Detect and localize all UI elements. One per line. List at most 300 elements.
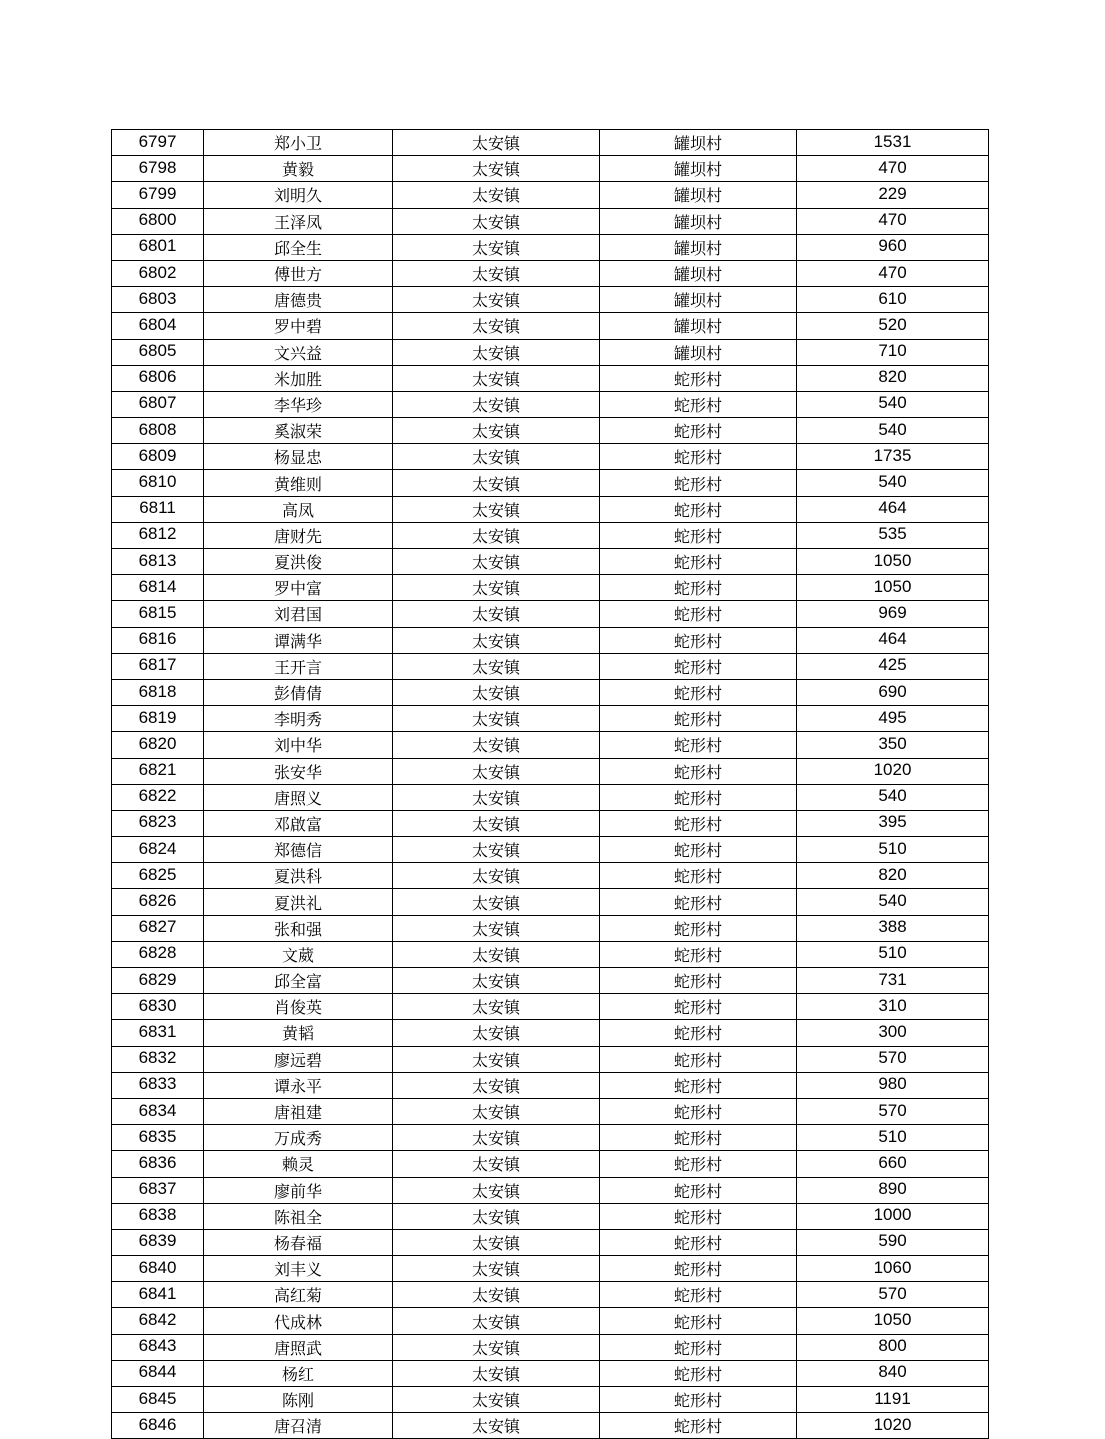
cell-amount: 840 (797, 1360, 989, 1386)
cell-town: 太安镇 (393, 941, 600, 967)
cell-id: 6819 (112, 706, 204, 732)
cell-amount: 570 (797, 1098, 989, 1124)
cell-name: 罗中碧 (204, 313, 393, 339)
cell-amount: 980 (797, 1072, 989, 1098)
cell-village: 蛇形村 (600, 601, 797, 627)
cell-id: 6799 (112, 182, 204, 208)
cell-town: 太安镇 (393, 706, 600, 732)
table-row (112, 1256, 989, 1282)
cell-name: 唐财先 (204, 522, 393, 548)
cell-town: 太安镇 (393, 156, 600, 182)
cell-name: 刘明久 (204, 182, 393, 208)
cell-town: 太安镇 (393, 1203, 600, 1229)
cell-name: 谭满华 (204, 627, 393, 653)
cell-name: 黄韬 (204, 1020, 393, 1046)
cell-amount: 470 (797, 260, 989, 286)
table-row (112, 1413, 989, 1439)
cell-name: 唐祖建 (204, 1098, 393, 1124)
cell-id: 6823 (112, 810, 204, 836)
table-row (112, 889, 989, 915)
cell-town: 太安镇 (393, 418, 600, 444)
table-row (112, 1282, 989, 1308)
cell-village: 蛇形村 (600, 1387, 797, 1413)
cell-village: 蛇形村 (600, 863, 797, 889)
cell-id: 6830 (112, 994, 204, 1020)
table-row (112, 234, 989, 260)
cell-town: 太安镇 (393, 260, 600, 286)
cell-amount: 1000 (797, 1203, 989, 1229)
cell-name: 王泽凤 (204, 208, 393, 234)
cell-id: 6845 (112, 1387, 204, 1413)
cell-amount: 540 (797, 784, 989, 810)
cell-amount: 570 (797, 1282, 989, 1308)
table-row (112, 863, 989, 889)
table-row (112, 365, 989, 391)
cell-name: 罗中富 (204, 575, 393, 601)
cell-name: 文兴益 (204, 339, 393, 365)
cell-village: 蛇形村 (600, 679, 797, 705)
table-row (112, 941, 989, 967)
cell-town: 太安镇 (393, 810, 600, 836)
table-row (112, 653, 989, 679)
cell-village: 蛇形村 (600, 837, 797, 863)
cell-id: 6816 (112, 627, 204, 653)
cell-village: 罐坝村 (600, 156, 797, 182)
cell-id: 6801 (112, 234, 204, 260)
table-body (112, 130, 989, 1439)
table-row (112, 994, 989, 1020)
cell-village: 蛇形村 (600, 1046, 797, 1072)
table-row (112, 758, 989, 784)
cell-name: 邱全生 (204, 234, 393, 260)
cell-name: 王开言 (204, 653, 393, 679)
cell-amount: 464 (797, 627, 989, 653)
cell-village: 蛇形村 (600, 994, 797, 1020)
cell-village: 罐坝村 (600, 339, 797, 365)
cell-village: 蛇形村 (600, 549, 797, 575)
cell-name: 李明秀 (204, 706, 393, 732)
cell-amount: 890 (797, 1177, 989, 1203)
cell-village: 蛇形村 (600, 889, 797, 915)
cell-id: 6806 (112, 365, 204, 391)
cell-town: 太安镇 (393, 549, 600, 575)
cell-amount: 395 (797, 810, 989, 836)
table-row (112, 1308, 989, 1334)
table-row (112, 575, 989, 601)
cell-town: 太安镇 (393, 391, 600, 417)
table-row (112, 496, 989, 522)
cell-town: 太安镇 (393, 496, 600, 522)
cell-id: 6809 (112, 444, 204, 470)
cell-amount: 535 (797, 522, 989, 548)
cell-town: 太安镇 (393, 365, 600, 391)
cell-amount: 310 (797, 994, 989, 1020)
cell-village: 蛇形村 (600, 758, 797, 784)
cell-id: 6840 (112, 1256, 204, 1282)
cell-town: 太安镇 (393, 1387, 600, 1413)
cell-village: 蛇形村 (600, 418, 797, 444)
cell-amount: 540 (797, 889, 989, 915)
cell-name: 米加胜 (204, 365, 393, 391)
cell-name: 廖前华 (204, 1177, 393, 1203)
cell-village: 蛇形村 (600, 915, 797, 941)
cell-name: 刘君国 (204, 601, 393, 627)
cell-town: 太安镇 (393, 1151, 600, 1177)
cell-name: 万成秀 (204, 1125, 393, 1151)
cell-id: 6832 (112, 1046, 204, 1072)
cell-amount: 510 (797, 837, 989, 863)
cell-village: 蛇形村 (600, 1177, 797, 1203)
cell-id: 6810 (112, 470, 204, 496)
cell-id: 6837 (112, 1177, 204, 1203)
table-row (112, 627, 989, 653)
cell-town: 太安镇 (393, 575, 600, 601)
cell-town: 太安镇 (393, 679, 600, 705)
cell-id: 6835 (112, 1125, 204, 1151)
cell-amount: 1020 (797, 1413, 989, 1439)
cell-amount: 1050 (797, 549, 989, 575)
table-row (112, 287, 989, 313)
cell-town: 太安镇 (393, 444, 600, 470)
cell-name: 肖俊英 (204, 994, 393, 1020)
cell-town: 太安镇 (393, 130, 600, 156)
cell-name: 谭永平 (204, 1072, 393, 1098)
cell-amount: 610 (797, 287, 989, 313)
table-row (112, 1177, 989, 1203)
cell-town: 太安镇 (393, 1256, 600, 1282)
cell-name: 郑德信 (204, 837, 393, 863)
cell-name: 高凤 (204, 496, 393, 522)
cell-name: 李华珍 (204, 391, 393, 417)
table-row (112, 339, 989, 365)
cell-id: 6829 (112, 968, 204, 994)
cell-town: 太安镇 (393, 522, 600, 548)
cell-amount: 388 (797, 915, 989, 941)
cell-id: 6803 (112, 287, 204, 313)
cell-town: 太安镇 (393, 1413, 600, 1439)
cell-amount: 660 (797, 1151, 989, 1177)
cell-name: 杨显忠 (204, 444, 393, 470)
cell-id: 6841 (112, 1282, 204, 1308)
cell-id: 6827 (112, 915, 204, 941)
table-row (112, 549, 989, 575)
cell-town: 太安镇 (393, 1046, 600, 1072)
table-row (112, 1334, 989, 1360)
cell-village: 罐坝村 (600, 260, 797, 286)
table-row (112, 1360, 989, 1386)
cell-town: 太安镇 (393, 889, 600, 915)
cell-village: 蛇形村 (600, 706, 797, 732)
cell-village: 蛇形村 (600, 470, 797, 496)
cell-amount: 1050 (797, 575, 989, 601)
cell-village: 蛇形村 (600, 444, 797, 470)
cell-village: 罐坝村 (600, 130, 797, 156)
cell-name: 唐德贵 (204, 287, 393, 313)
cell-village: 蛇形村 (600, 1125, 797, 1151)
cell-amount: 495 (797, 706, 989, 732)
cell-id: 6828 (112, 941, 204, 967)
table-row (112, 679, 989, 705)
cell-village: 蛇形村 (600, 968, 797, 994)
cell-id: 6797 (112, 130, 204, 156)
cell-name: 黄毅 (204, 156, 393, 182)
table-row (112, 313, 989, 339)
cell-village: 蛇形村 (600, 1360, 797, 1386)
table-row (112, 837, 989, 863)
cell-id: 6814 (112, 575, 204, 601)
cell-id: 6805 (112, 339, 204, 365)
cell-village: 蛇形村 (600, 653, 797, 679)
cell-amount: 510 (797, 941, 989, 967)
cell-amount: 969 (797, 601, 989, 627)
cell-village: 罐坝村 (600, 182, 797, 208)
cell-name: 陈刚 (204, 1387, 393, 1413)
cell-amount: 1020 (797, 758, 989, 784)
table-row (112, 810, 989, 836)
cell-village: 蛇形村 (600, 1282, 797, 1308)
cell-id: 6838 (112, 1203, 204, 1229)
cell-amount: 710 (797, 339, 989, 365)
cell-amount: 520 (797, 313, 989, 339)
cell-town: 太安镇 (393, 784, 600, 810)
cell-village: 蛇形村 (600, 1308, 797, 1334)
cell-amount: 1060 (797, 1256, 989, 1282)
cell-amount: 590 (797, 1229, 989, 1255)
cell-name: 张和强 (204, 915, 393, 941)
cell-name: 唐照义 (204, 784, 393, 810)
cell-amount: 1191 (797, 1387, 989, 1413)
cell-village: 蛇形村 (600, 1334, 797, 1360)
cell-town: 太安镇 (393, 758, 600, 784)
table-row (112, 1098, 989, 1124)
cell-id: 6820 (112, 732, 204, 758)
cell-name: 彭倩倩 (204, 679, 393, 705)
cell-id: 6842 (112, 1308, 204, 1334)
cell-id: 6831 (112, 1020, 204, 1046)
table-row (112, 470, 989, 496)
cell-amount: 425 (797, 653, 989, 679)
cell-town: 太安镇 (393, 994, 600, 1020)
cell-id: 6839 (112, 1229, 204, 1255)
cell-town: 太安镇 (393, 313, 600, 339)
cell-name: 邓啟富 (204, 810, 393, 836)
cell-name: 陈祖全 (204, 1203, 393, 1229)
cell-village: 蛇形村 (600, 732, 797, 758)
cell-town: 太安镇 (393, 1020, 600, 1046)
cell-town: 太安镇 (393, 1125, 600, 1151)
cell-town: 太安镇 (393, 601, 600, 627)
cell-village: 蛇形村 (600, 1072, 797, 1098)
cell-name: 张安华 (204, 758, 393, 784)
cell-id: 6836 (112, 1151, 204, 1177)
cell-amount: 540 (797, 470, 989, 496)
table-row (112, 1046, 989, 1072)
cell-town: 太安镇 (393, 968, 600, 994)
table-row (112, 784, 989, 810)
cell-town: 太安镇 (393, 1360, 600, 1386)
cell-name: 杨红 (204, 1360, 393, 1386)
cell-amount: 464 (797, 496, 989, 522)
cell-id: 6798 (112, 156, 204, 182)
cell-id: 6815 (112, 601, 204, 627)
cell-amount: 731 (797, 968, 989, 994)
cell-town: 太安镇 (393, 1308, 600, 1334)
table-row (112, 732, 989, 758)
cell-village: 蛇形村 (600, 391, 797, 417)
cell-village: 蛇形村 (600, 365, 797, 391)
cell-amount: 800 (797, 1334, 989, 1360)
cell-id: 6812 (112, 522, 204, 548)
cell-town: 太安镇 (393, 1177, 600, 1203)
cell-id: 6821 (112, 758, 204, 784)
cell-village: 蛇形村 (600, 1203, 797, 1229)
cell-town: 太安镇 (393, 1098, 600, 1124)
cell-name: 杨春福 (204, 1229, 393, 1255)
cell-village: 蛇形村 (600, 1098, 797, 1124)
cell-amount: 690 (797, 679, 989, 705)
cell-amount: 300 (797, 1020, 989, 1046)
cell-name: 唐召清 (204, 1413, 393, 1439)
cell-name: 黄维则 (204, 470, 393, 496)
cell-amount: 960 (797, 234, 989, 260)
cell-amount: 820 (797, 365, 989, 391)
cell-amount: 470 (797, 208, 989, 234)
cell-town: 太安镇 (393, 470, 600, 496)
cell-name: 夏洪礼 (204, 889, 393, 915)
cell-id: 6826 (112, 889, 204, 915)
cell-id: 6818 (112, 679, 204, 705)
cell-name: 夏洪科 (204, 863, 393, 889)
cell-village: 蛇形村 (600, 1020, 797, 1046)
cell-town: 太安镇 (393, 627, 600, 653)
cell-town: 太安镇 (393, 1072, 600, 1098)
cell-village: 蛇形村 (600, 784, 797, 810)
cell-name: 邱全富 (204, 968, 393, 994)
cell-village: 蛇形村 (600, 941, 797, 967)
cell-town: 太安镇 (393, 653, 600, 679)
table-row (112, 391, 989, 417)
cell-village: 蛇形村 (600, 1256, 797, 1282)
cell-name: 傅世方 (204, 260, 393, 286)
cell-village: 蛇形村 (600, 810, 797, 836)
cell-id: 6802 (112, 260, 204, 286)
table-row (112, 522, 989, 548)
cell-amount: 1050 (797, 1308, 989, 1334)
cell-village: 罐坝村 (600, 287, 797, 313)
cell-town: 太安镇 (393, 339, 600, 365)
cell-id: 6822 (112, 784, 204, 810)
cell-id: 6834 (112, 1098, 204, 1124)
cell-amount: 540 (797, 418, 989, 444)
table-row (112, 915, 989, 941)
table-row (112, 968, 989, 994)
cell-village: 蛇形村 (600, 1151, 797, 1177)
table-row (112, 208, 989, 234)
table-row (112, 182, 989, 208)
cell-village: 蛇形村 (600, 496, 797, 522)
cell-name: 廖远碧 (204, 1046, 393, 1072)
cell-id: 6846 (112, 1413, 204, 1439)
table-row (112, 418, 989, 444)
cell-id: 6833 (112, 1072, 204, 1098)
table-row (112, 601, 989, 627)
cell-town: 太安镇 (393, 837, 600, 863)
table-row (112, 130, 989, 156)
cell-id: 6825 (112, 863, 204, 889)
table-row (112, 1020, 989, 1046)
cell-amount: 229 (797, 182, 989, 208)
table-row (112, 156, 989, 182)
cell-amount: 820 (797, 863, 989, 889)
cell-town: 太安镇 (393, 208, 600, 234)
cell-name: 郑小卫 (204, 130, 393, 156)
table-row (112, 1203, 989, 1229)
cell-town: 太安镇 (393, 182, 600, 208)
cell-name: 高红菊 (204, 1282, 393, 1308)
cell-town: 太安镇 (393, 915, 600, 941)
cell-name: 文葳 (204, 941, 393, 967)
cell-village: 罐坝村 (600, 208, 797, 234)
cell-amount: 510 (797, 1125, 989, 1151)
cell-town: 太安镇 (393, 234, 600, 260)
cell-amount: 350 (797, 732, 989, 758)
cell-id: 6824 (112, 837, 204, 863)
cell-town: 太安镇 (393, 732, 600, 758)
cell-id: 6843 (112, 1334, 204, 1360)
cell-id: 6811 (112, 496, 204, 522)
cell-name: 刘丰义 (204, 1256, 393, 1282)
cell-amount: 570 (797, 1046, 989, 1072)
cell-village: 罐坝村 (600, 313, 797, 339)
cell-id: 6808 (112, 418, 204, 444)
cell-id: 6817 (112, 653, 204, 679)
cell-amount: 540 (797, 391, 989, 417)
cell-village: 蛇形村 (600, 575, 797, 601)
cell-village: 蛇形村 (600, 1413, 797, 1439)
cell-town: 太安镇 (393, 287, 600, 313)
cell-id: 6804 (112, 313, 204, 339)
table-row (112, 1387, 989, 1413)
cell-name: 奚淑荣 (204, 418, 393, 444)
cell-village: 蛇形村 (600, 522, 797, 548)
cell-town: 太安镇 (393, 1334, 600, 1360)
table-row (112, 706, 989, 732)
cell-town: 太安镇 (393, 1229, 600, 1255)
table-row (112, 444, 989, 470)
cell-id: 6807 (112, 391, 204, 417)
cell-id: 6844 (112, 1360, 204, 1386)
table-row (112, 260, 989, 286)
cell-village: 蛇形村 (600, 1229, 797, 1255)
table-row (112, 1151, 989, 1177)
cell-town: 太安镇 (393, 863, 600, 889)
table-row (112, 1125, 989, 1151)
cell-name: 赖灵 (204, 1151, 393, 1177)
cell-id: 6813 (112, 549, 204, 575)
cell-name: 刘中华 (204, 732, 393, 758)
cell-name: 夏洪俊 (204, 549, 393, 575)
cell-amount: 1531 (797, 130, 989, 156)
table-row (112, 1229, 989, 1255)
cell-amount: 1735 (797, 444, 989, 470)
cell-id: 6800 (112, 208, 204, 234)
cell-village: 罐坝村 (600, 234, 797, 260)
cell-name: 代成林 (204, 1308, 393, 1334)
table-row (112, 1072, 989, 1098)
cell-village: 蛇形村 (600, 627, 797, 653)
data-table (111, 129, 989, 1439)
cell-name: 唐照武 (204, 1334, 393, 1360)
